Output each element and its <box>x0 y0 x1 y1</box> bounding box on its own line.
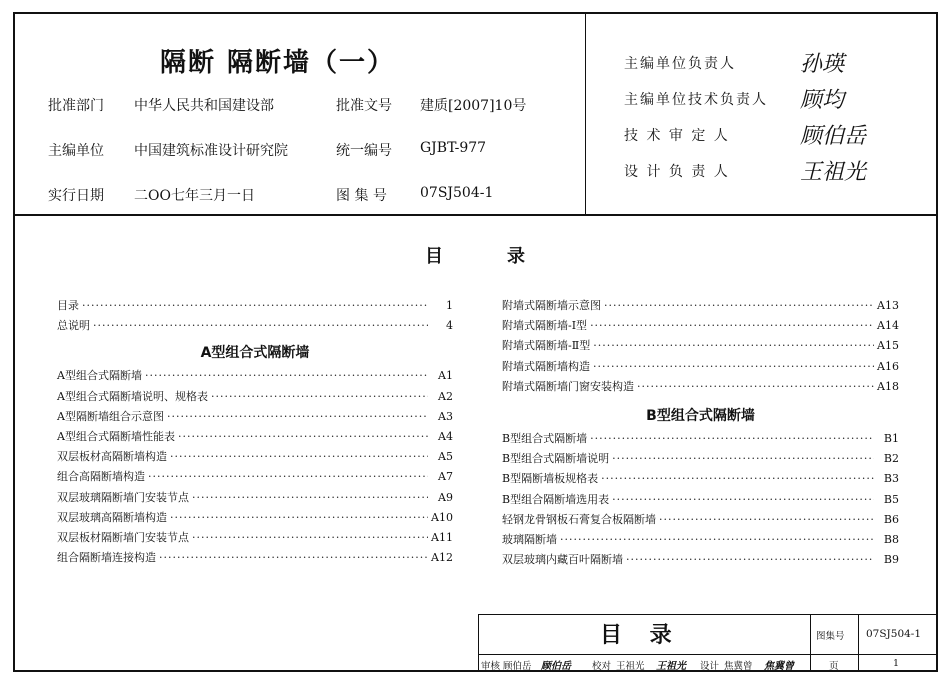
review-name: 顾伯岳 <box>503 661 532 672</box>
toc-entry <box>502 449 899 469</box>
toc-entry-page: A2 <box>438 389 453 403</box>
toc-entry-page: A16 <box>877 359 899 373</box>
toc-entry-page: B8 <box>883 532 899 546</box>
toc-entry-page: B6 <box>883 512 899 526</box>
toc-entry-title: 附墙式隔断墙门窗安装构造 <box>502 379 634 393</box>
toc-leader-dots <box>159 548 428 568</box>
toc-leader-dots <box>170 508 428 528</box>
toc-entry-title: 轻钢龙骨钢板石膏复合板隔断墙 <box>502 512 656 526</box>
role-label: 主编单位技术负责人 <box>624 92 768 108</box>
toc-leader-dots <box>626 550 874 570</box>
design-name: 焦冀曾 <box>724 661 753 672</box>
toc-entry <box>57 407 453 427</box>
check-signature: 王祖光 <box>656 661 686 672</box>
toc-entry <box>57 528 453 548</box>
atlas-no-value: 07SJ504-1 <box>866 628 922 640</box>
toc-entry-page: B2 <box>883 452 899 466</box>
toc-entry-title: 双层玻璃隔断墙门安装节点 <box>57 490 189 504</box>
toc-entry-page: A15 <box>877 339 899 353</box>
toc-leader-dots <box>560 530 874 550</box>
toc-entry <box>502 336 899 356</box>
role-label: 技 术 审 定 人 <box>624 128 730 144</box>
toc-leader-dots <box>192 488 428 508</box>
toc-leader-dots <box>145 366 428 386</box>
title-block-title: 目 录 <box>600 622 682 648</box>
toc-entry-title: 附墙式隔断墙-Ⅰ型 <box>502 319 588 333</box>
toc-entry <box>502 550 899 570</box>
toc-entry <box>57 387 453 407</box>
role-signature: 孙瑛 <box>800 52 845 77</box>
toc-leader-dots <box>593 357 874 377</box>
toc-entry <box>502 377 899 397</box>
toc-entry-title: 双层玻璃内藏百叶隔断墙 <box>502 553 623 567</box>
toc-entry-page: A3 <box>438 409 453 423</box>
toc-entry-title: 双层板材高隔断墙构造 <box>57 450 167 464</box>
toc-left-column <box>57 296 453 568</box>
design-label: 设计 <box>700 661 720 672</box>
toc-entry-title: 总说明 <box>57 319 90 333</box>
header-divider <box>13 214 938 216</box>
toc-entry-page: B9 <box>883 553 899 567</box>
meta-label: 批准文号 <box>336 98 392 114</box>
header-split-line <box>585 12 586 215</box>
toc-entry-page: B1 <box>883 431 899 445</box>
atlas-no-label: 图集号 <box>816 631 845 642</box>
toc-leader-dots <box>167 407 428 427</box>
meta-label: 图 集 号 <box>336 188 387 204</box>
meta-value: GJBT-977 <box>420 140 487 156</box>
toc-leader-dots <box>192 528 428 548</box>
page-label: 页 <box>829 661 839 672</box>
role-signature: 王祖光 <box>800 160 867 185</box>
toc-entry <box>57 508 453 528</box>
meta-value: 建质[2007]10号 <box>420 98 527 114</box>
page-number: 1 <box>893 658 900 669</box>
role-signature: 顾伯岳 <box>800 124 867 149</box>
toc-entry-title: 附墙式隔断墙-Ⅱ型 <box>502 339 591 353</box>
toc-entry-page: A11 <box>431 530 453 544</box>
toc-entry <box>502 490 899 510</box>
toc-entry <box>502 469 899 489</box>
review-signature: 顾伯岳 <box>541 661 571 672</box>
toc-entry-title: 附墙式隔断墙示意图 <box>502 299 601 312</box>
toc-leader-dots <box>93 316 428 336</box>
meta-value: 07SJ504-1 <box>420 185 494 201</box>
toc-entry-title: A型隔断墙组合示意图 <box>57 409 164 423</box>
toc-entry <box>57 366 453 386</box>
toc-entry-title: B型组合隔断墙选用表 <box>502 492 610 506</box>
check-name: 王祖光 <box>616 661 645 672</box>
meta-value: 中华人民共和国建设部 <box>134 98 274 114</box>
toc-entry-title: B型组合式隔断墙说明 <box>502 452 610 466</box>
toc-entry-title: 组合隔断墙连接构造 <box>57 551 156 565</box>
toc-entry-page: B5 <box>883 492 899 506</box>
toc-entry-page: A4 <box>438 429 453 443</box>
toc-entry-page: B3 <box>883 472 899 486</box>
toc-entry-title: A型组合式隔断墙 <box>57 369 142 383</box>
toc-entry-title: 目录 <box>57 299 79 312</box>
toc-entry-page: A12 <box>431 551 453 565</box>
toc-entry-page: A13 <box>877 299 899 312</box>
toc-entry-title: B型组合式隔断墙 <box>502 431 588 445</box>
role-label: 主编单位负责人 <box>624 56 736 72</box>
toc-entry-page: A14 <box>877 319 899 333</box>
toc-entry-title: 双层板材隔断墙门安装节点 <box>57 530 189 544</box>
toc-entry-title: A型组合式隔断墙说明、规格表 <box>57 389 208 403</box>
toc-leader-dots <box>659 510 874 530</box>
toc-leader-dots <box>590 429 874 449</box>
meta-value: 中国建筑标准设计研究院 <box>134 143 288 159</box>
role-label: 设 计 负 责 人 <box>624 164 730 180</box>
toc-leader-dots <box>82 296 428 316</box>
toc-entry-title: 双层玻璃高隔断墙构造 <box>57 510 167 524</box>
toc-entry-page: 4 <box>446 319 453 333</box>
meta-value: 二OO七年三月一日 <box>134 188 255 204</box>
meta-label: 实行日期 <box>48 188 104 204</box>
title-block-col-line <box>858 614 859 672</box>
toc-leader-dots <box>612 449 874 469</box>
toc-entry <box>502 530 899 550</box>
toc-entry-page: A10 <box>431 510 453 524</box>
toc-entry-title: A型组合式隔断墙性能表 <box>57 429 175 443</box>
toc-entry <box>57 447 453 467</box>
toc-leader-dots <box>637 377 874 397</box>
toc-entry <box>57 427 453 447</box>
toc-leader-dots <box>601 469 874 489</box>
toc-entry-page: A7 <box>438 470 453 484</box>
toc-entry-title: 玻璃隔断墙 <box>502 532 557 546</box>
title-block-divider <box>478 654 938 655</box>
toc-entry-page: A9 <box>438 490 453 504</box>
toc-leader-dots <box>211 387 428 407</box>
toc-entry-title: 组合高隔断墙构造 <box>57 470 145 484</box>
meta-label: 批准部门 <box>48 98 104 114</box>
toc-entry <box>502 296 899 316</box>
meta-label: 统一编号 <box>336 143 392 159</box>
check-label: 校对 <box>592 661 612 672</box>
toc-entry <box>502 510 899 530</box>
section-heading-b: B型组合式隔断墙 <box>646 407 755 424</box>
toc-entry-page: A1 <box>438 369 453 383</box>
toc-title-right: 录 <box>507 246 525 267</box>
role-signature: 顾均 <box>800 88 845 113</box>
toc-entry-title: B型隔断墙板规格表 <box>502 472 599 486</box>
toc-entry <box>57 316 453 336</box>
toc-entry-title: 附墙式隔断墙构造 <box>502 359 590 373</box>
toc-entry-page: A18 <box>877 379 899 393</box>
toc-leader-dots <box>612 490 874 510</box>
review-label: 审核 <box>481 661 501 672</box>
toc-entry <box>57 488 453 508</box>
toc-title-left: 目 <box>425 246 443 267</box>
toc-leader-dots <box>148 467 428 487</box>
toc-leader-dots <box>170 447 428 467</box>
design-signature: 焦冀曾 <box>764 661 794 672</box>
toc-entry <box>502 357 899 377</box>
toc-leader-dots <box>590 316 874 336</box>
toc-entry <box>57 548 453 568</box>
toc-entry-page: 1 <box>446 299 453 312</box>
toc-entry <box>502 429 899 449</box>
title-block-col-line <box>810 614 811 672</box>
toc-entry <box>502 316 899 336</box>
toc-leader-dots <box>593 336 874 356</box>
atlas-title: 隔断 隔断墙（一） <box>160 48 396 78</box>
toc-right-column <box>502 296 899 570</box>
meta-label: 主编单位 <box>48 143 104 159</box>
section-heading-a: A型组合式隔断墙 <box>200 345 310 362</box>
toc-leader-dots <box>178 427 428 447</box>
toc-leader-dots <box>604 296 874 316</box>
toc-entry-page: A5 <box>438 450 453 464</box>
toc-entry <box>57 467 453 487</box>
toc-entry <box>57 296 453 316</box>
